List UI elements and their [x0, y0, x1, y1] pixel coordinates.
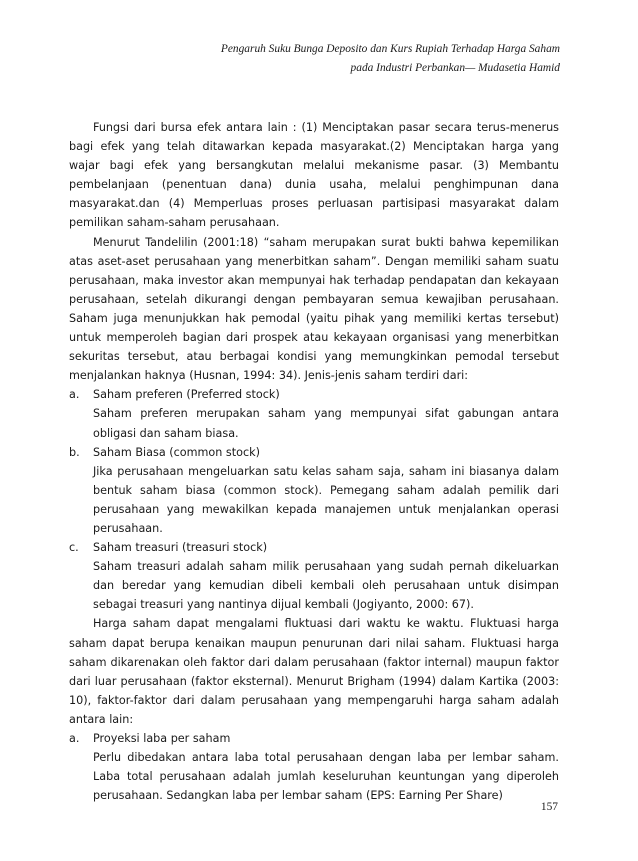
page-number: 157: [540, 801, 558, 813]
list-item-description: Saham treasuri adalah saham milik perusahaan yang sudah pernah dikeluarkan dan beredar yang kemudian dibeli kembali oleh perusahaan untuk disimpan sebagai treasuri yang nantinya dijual kembali (Jogiyanto, 2000: 67).: [93, 560, 559, 612]
list-item: [69, 729, 559, 805]
list-item: [69, 385, 559, 442]
list-marker: a.: [69, 388, 80, 402]
list-item: [69, 538, 559, 614]
list-marker: a.: [69, 732, 80, 745]
list-item-description: Saham preferen merupakan saham yang mempunyai sifat gabungan antara obligasi dan saham biasa.: [93, 407, 559, 440]
running-header-line-1: Pengaruh Suku Bunga Deposito dan Kurs Rupiah Terhadap Harga Saham: [220, 43, 560, 55]
faktor-internal-list: [69, 729, 559, 805]
list-marker: b.: [69, 445, 80, 459]
list-item-description: Jika perusahaan mengeluarkan satu kelas saham saja, saham ini biasanya dalam bentuk saham biasa (common stock). Pemegang saham adalah pemilik dari perusahaan yang mewakilkan kepada manajemen untuk menjalankan operasi perusahaan.: [93, 464, 559, 535]
list-item: [69, 443, 559, 538]
paragraph-definisi-saham: Menurut Tandelilin (2001:18) “saham merupakan surat bukti bahwa kepemilikan atas aset-aset perusahaan yang menerbitkan saham”. Dengan memiliki saham suatu perusahaan, maka investor akan mempunyai hak terhadap pendapatan dan kekayaan perusahaan, setelah dikurangi dengan pembayaran semua kewajiban perusahaan. Saham juga menunjukkan hak pemodal (yaitu pihak yang memiliki kertas tersebut) untuk memperoleh bagian dari prospek atau kekayaan organisasi yang menerbitkan sekuritas tersebut, atau berbagai kondisi yang memungkinkan pemodal tersebut menjalankan haknya (Husnan, 1994: 34). Jenis-jenis saham terdiri dari:: [69, 235, 559, 383]
list-item-title: Saham preferen (Preferred stock): [93, 388, 280, 402]
list-item-title: Saham Biasa (common stock): [93, 445, 260, 459]
running-header: [120, 40, 560, 78]
list-item-title: Saham treasuri (treasuri stock): [93, 541, 268, 555]
jenis-saham-list: [69, 385, 559, 614]
running-header-line-2: pada Industri Perbankan— Mudasetia Hamid: [350, 62, 560, 74]
paragraph-bursa-efek: Fungsi dari bursa efek antara lain : (1) Menciptakan pasar secara terus-menerus bagi efek yang telah ditawarkan kepada masyarakat.(2) Menciptakan harga yang wajar bagi efek yang bersangkutan melalui mekanisme pasar. (3) Membantu pembelanjaan (penentuan dana) dunia usaha, melalui penghimpunan dana masyarakat.dan (4) Memperluas proses perluasan partisipasi masyarakat dalam pemilikan saham-saham perusahaan.: [69, 121, 559, 230]
list-item-title: Proyeksi laba per saham: [93, 732, 231, 745]
list-marker: c.: [69, 541, 79, 555]
list-item-description: Perlu dibedakan antara laba total perusahaan dengan laba per lembar saham. Laba total perusahaan adalah jumlah keseluruhan keuntungan yang diperoleh perusahaan. Sedangkan laba per lembar saham (EPS: Earning Per Share): [93, 751, 559, 803]
paragraph-fluktuasi-harga: Harga saham dapat mengalami fluktuasi dari waktu ke waktu. Fluktuasi harga saham dapat berupa kenaikan maupun penurunan dari nilai saham. Fluktuasi harga saham dikarenakan oleh faktor dari dalam perusahaan (faktor internal) maupun faktor dari luar perusahaan (faktor eksternal). Menurut Brigham (1994) dalam Kartika (2003: 10), faktor-faktor dari dalam perusahaan yang mempengaruhi harga saham adalah antara lain:: [69, 617, 559, 726]
body-text: [69, 118, 559, 805]
